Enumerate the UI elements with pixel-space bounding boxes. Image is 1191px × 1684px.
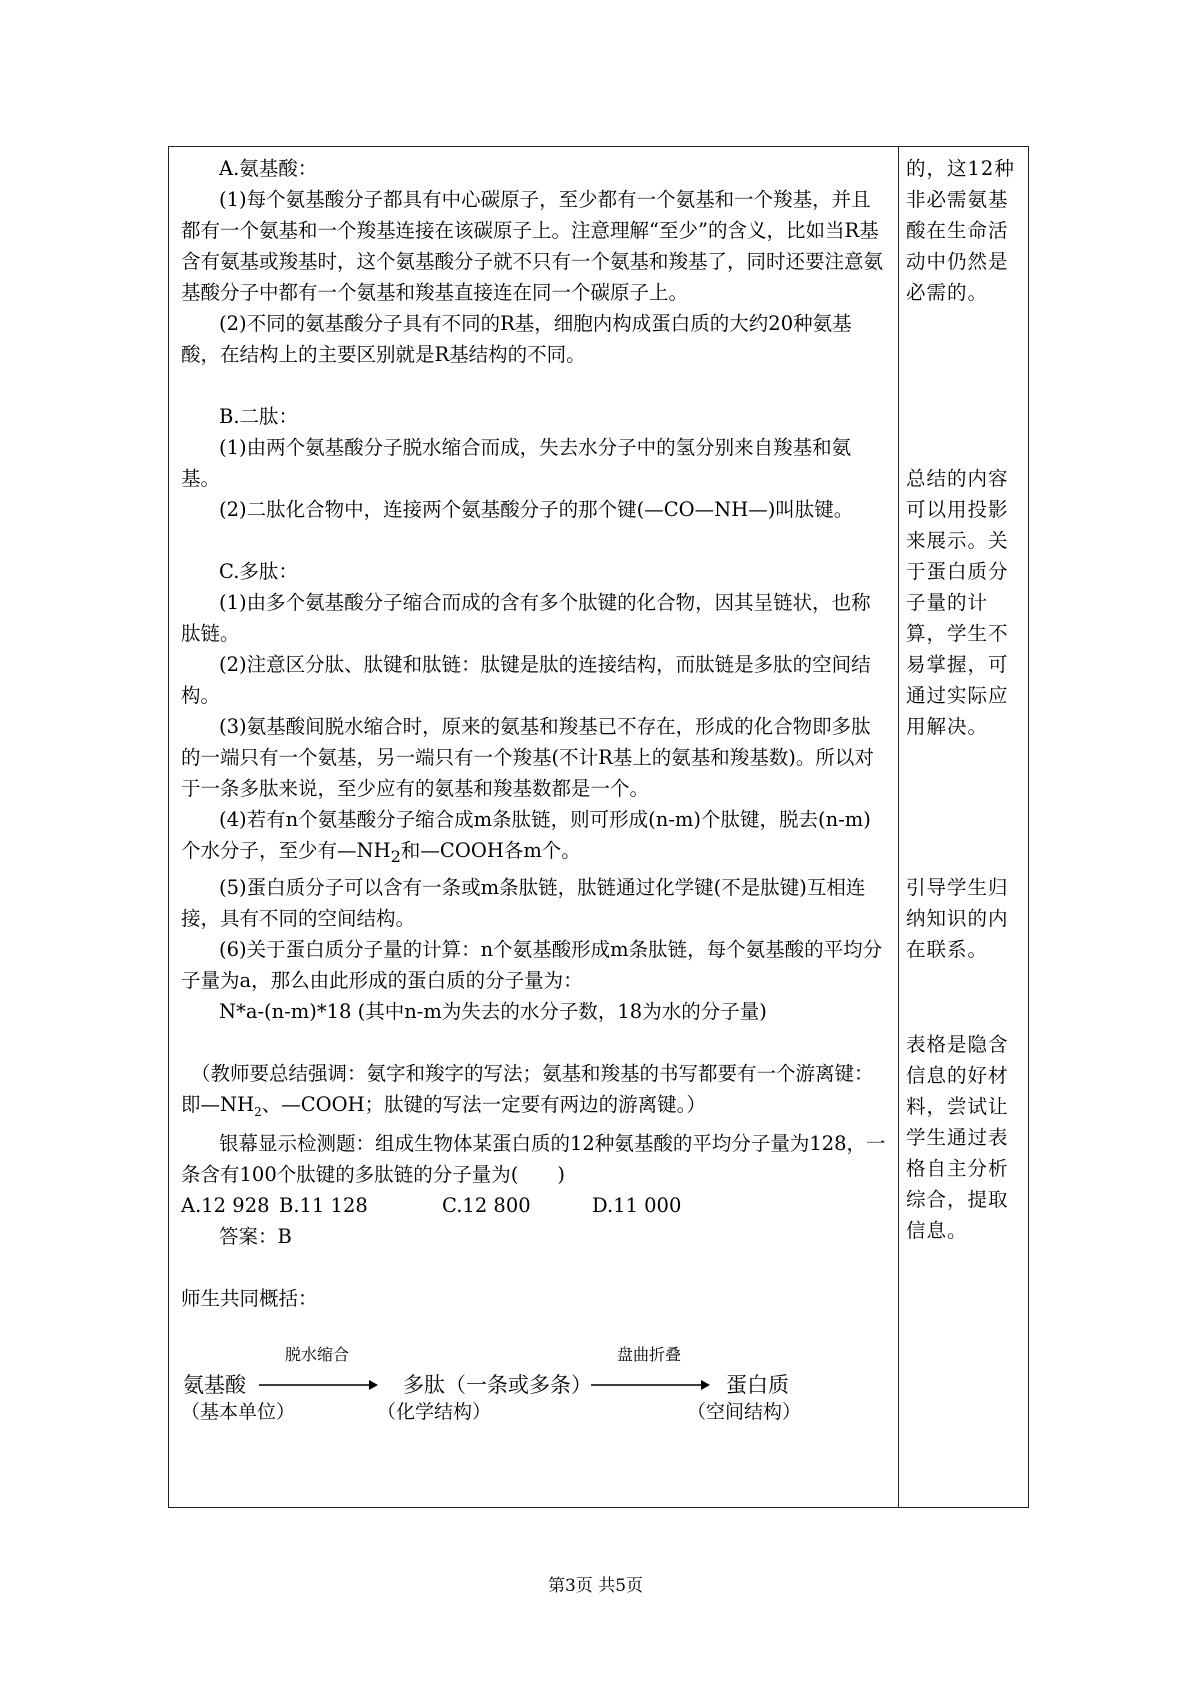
quiz-option-a: A.12 928	[181, 1193, 270, 1217]
section-a-title: A.氨基酸：	[219, 157, 318, 180]
quiz-options	[181, 1190, 889, 1221]
quiz-option-b: B.11 128	[279, 1193, 368, 1217]
side-note-4: 表格是隐含信息的好材料，尝试让学生通过表格自主分析综合，提取信息。	[906, 1033, 1009, 1242]
section-c-point-6: (6)关于蛋白质分子量的计算：n个氨基酸形成m条肽链，每个氨基酸的平均分子量为a，那么由此形成的蛋白质的分子量为：	[181, 937, 883, 992]
section-c-point-5: (5)蛋白质分子可以含有一条或m条肽链，肽链通过化学键(不是肽键)互相连接，具有不同的空间结构。	[181, 875, 866, 930]
quiz-option-c: C.12 800	[442, 1193, 531, 1217]
quiz-answer: 答案：B	[219, 1224, 292, 1248]
flow-diagram	[181, 1342, 881, 1422]
step-protein-sub: （空间结构）	[687, 1401, 802, 1423]
teacher-note: （教师要总结强调：氨字和羧字的写法；氨基和羧基的书写都要有一个游离键：即$—NH_2$、—COOH；肽键的写法一定要有两边的游离键。）	[181, 1061, 874, 1119]
section-c-point-2: (2)注意区分肽、肽键和肽链：肽键是肽的连接结构，而肽链是多肽的空间结构。	[181, 653, 871, 707]
side-note-1: 的，这12种非必需氨基酸在生命活动中仍然是必需的。	[906, 157, 1015, 304]
step-polypeptide-sub: （化学结构）	[377, 1401, 492, 1423]
section-a-point-2: (2)不同的氨基酸分子具有不同的R基，细胞内构成蛋白质的大约20种氨基酸，在结构上的主要区别就是R基结构的不同。	[181, 312, 852, 366]
arrow-label-folding: 盘曲折叠	[617, 1345, 682, 1364]
formula: N*a-(n-m)*18 (其中n-m为失去的水分子数，18为水的分子量)	[219, 999, 767, 1023]
step-protein: 蛋白质	[726, 1373, 789, 1397]
section-b-point-2: (2)二肽化合物中，连接两个氨基酸分子的那个键(—CO—NH—)叫肽键。	[219, 498, 854, 521]
main-content	[181, 153, 889, 1314]
arrow-2-icon	[591, 1379, 711, 1391]
page-footer: 第3页 共5页	[547, 1576, 644, 1596]
side-note-2: 总结的内容可以用投影来展示。关于蛋白质分子量的计算，学生不易掌握，可通过实际应用解决。	[906, 467, 1009, 738]
step-amino-acid-sub: （基本单位）	[181, 1401, 296, 1423]
section-c-point-4: (4)若有n个氨基酸分子缩合成m条肽链，则可形成(n-m)个肽键，脱去(n-m)个水分子，至少有$—NH_2$和—COOH各m个。	[181, 808, 871, 866]
quiz-question: 银幕显示检测题：组成生物体某蛋白质的12种氨基酸的平均分子量为128，一条含有100个肽键的多肽链的分子量为( )	[181, 1131, 886, 1186]
column-divider	[898, 146, 899, 1508]
step-amino-acid: 氨基酸	[183, 1373, 246, 1397]
quiz-option-d: D.11 000	[592, 1193, 682, 1217]
summary-title: 师生共同概括：	[181, 1286, 318, 1310]
side-note-3: 引导学生归纳知识的内在联系。	[906, 876, 1009, 961]
section-c-point-3: (3)氨基酸间脱水缩合时，原来的氨基和羧基已不存在，形成的化合物即多肽的一端只有一个氨基，另一端只有一个羧基(不计R基上的氨基和羧基数)。所以对于一条多肽来说，至少应有的氨基和羧基数都是一个。	[181, 715, 874, 800]
section-c-point-1: (1)由多个氨基酸分子缩合而成的含有多个肽键的化合物，因其呈链状，也称肽链。	[181, 591, 871, 645]
arrow-1-icon	[259, 1379, 379, 1391]
section-b-point-1: (1)由两个氨基酸分子脱水缩合而成，失去水分子中的氢分别来自羧基和氨基。	[181, 436, 852, 490]
arrow-label-dehydration: 脱水缩合	[285, 1345, 350, 1364]
step-polypeptide: 多肽（一条或多条）	[403, 1373, 592, 1397]
section-c-title: C.多肽：	[219, 560, 298, 583]
section-a-point-1: (1)每个氨基酸分子都具有中心碳原子，至少都有一个氨基和一个羧基，并且都有一个氨基和一个羧基连接在该碳原子上。注意理解“至少”的含义，比如当R基含有氨基或羧基时，这个氨基酸分子就不只有一个氨基和羧基了，同时还要注意氨基酸分子中都有一个氨基和羧基直接连在同一个碳原子上。	[181, 188, 884, 304]
section-b-title: B.二肽：	[219, 405, 299, 428]
